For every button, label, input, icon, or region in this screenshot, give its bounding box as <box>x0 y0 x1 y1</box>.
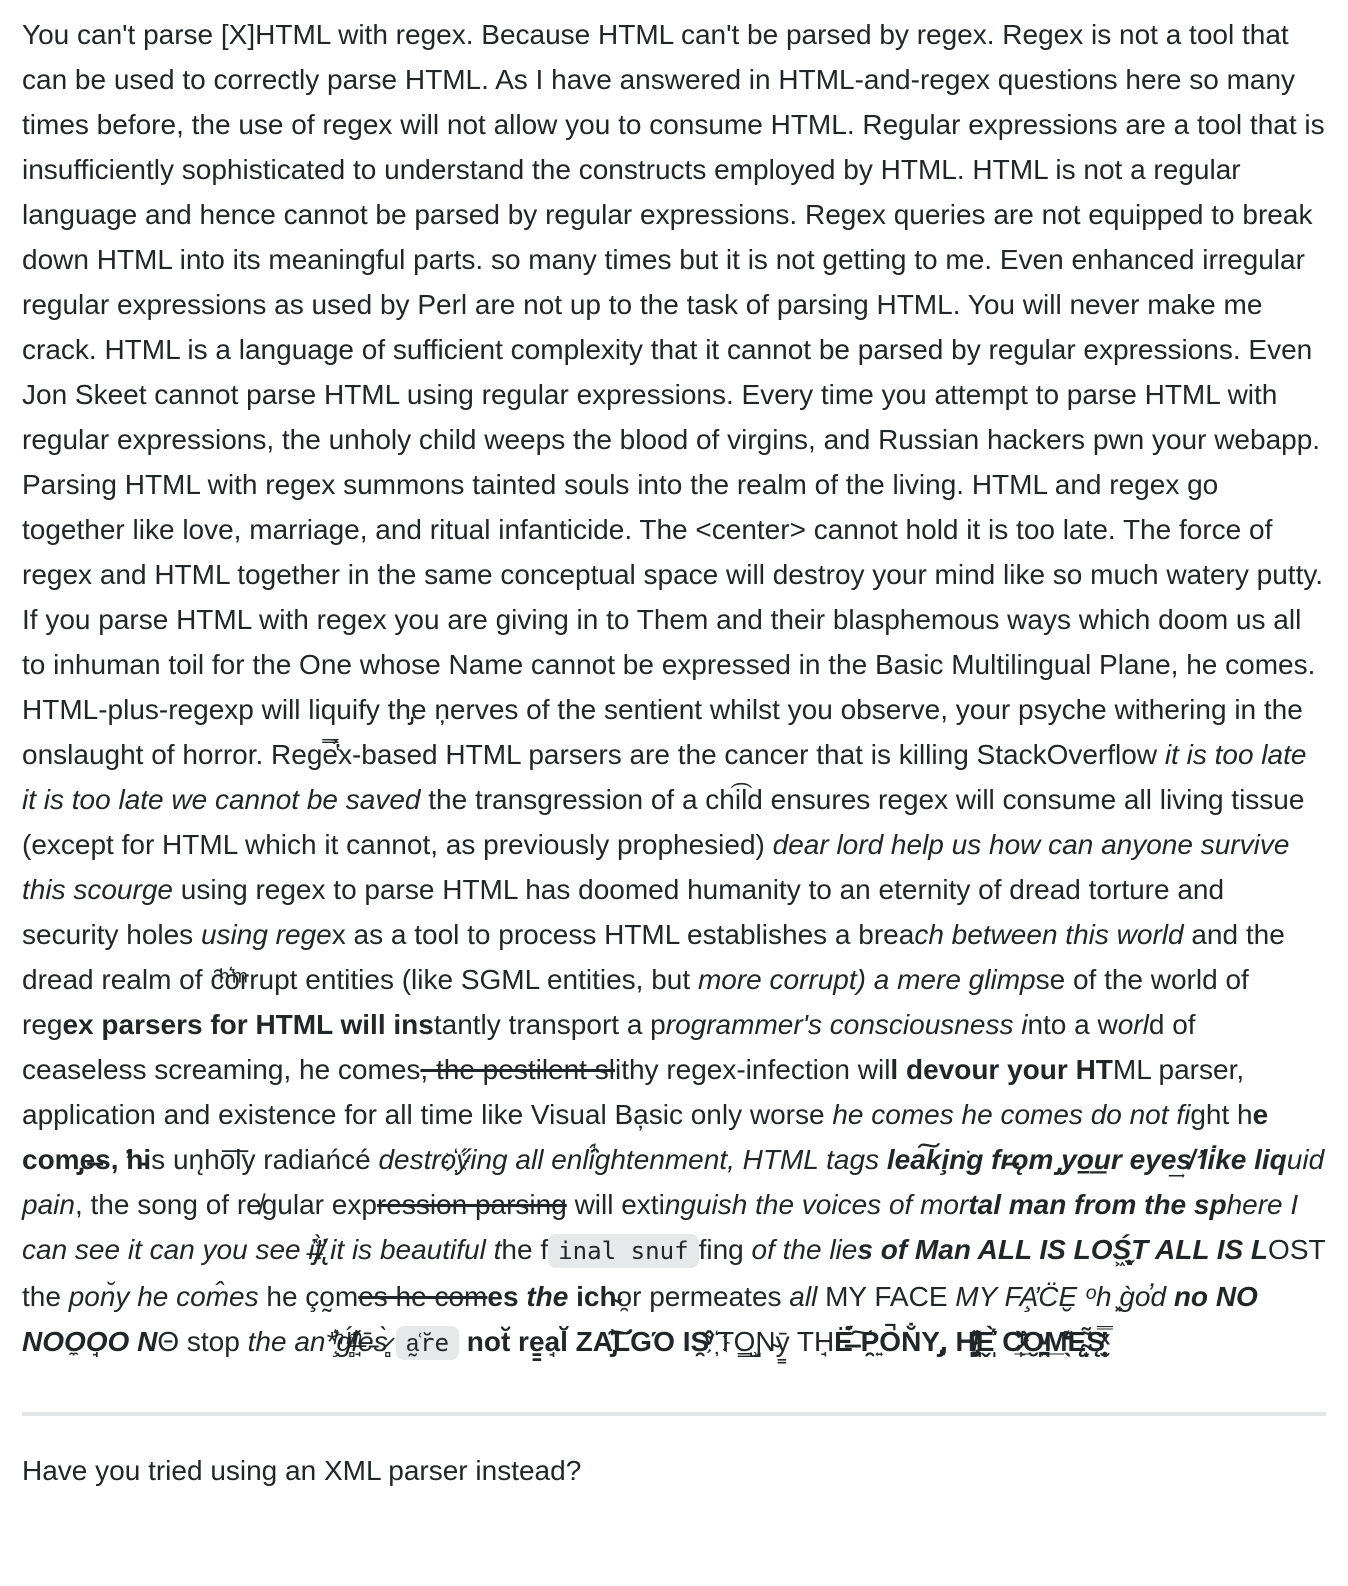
text-run-bold: ex parsers for HTML will ins <box>62 1009 434 1040</box>
text-run-italic: ch between this world <box>914 919 1184 950</box>
text-run-italic: uid pain <box>22 1144 1325 1220</box>
text-run-bold: Ë̶́̉͠ P̯͍O̚N̐Y̡, H̸̡̪ͨ͊̽E̬̩̾͛̀ C̷̙̲ͭ̏O̮̪͍ͮM̲̖͊̒Ę̴̟͙͌S̨̥̫̣ͯ̿̔ͅ <box>834 1326 1105 1357</box>
text-run-italic: he comes he comes do not fi <box>832 1099 1191 1130</box>
text-run-bold-italic: s of Man ALL IS LOŚ͖̬̹̙̝T ALL IS L <box>857 1234 1269 1265</box>
text-run-normal: ithy regex-infection wil <box>614 1054 891 1085</box>
text-run-normal: MY FACE <box>817 1281 956 1312</box>
text-run-normal: x as a tool to process HTML establishes a brea <box>331 919 915 950</box>
text-run-normal: will exti <box>566 1189 665 1220</box>
text-run-strike: es he com <box>358 1281 488 1312</box>
text-run-normal: You can't parse [X]HTML with regex. Because HTML can't be parsed by regex. Regex is not a tool that can be used to correctly parse HTML. As I have answered in HTML-and-regex questions here so many times before, the use of regex will not allow you to consume HTML. Regular expressions are a tool that is insufficiently sophisticated to understand the constructs employed by HTML. HTML is not a regular language and hence cannot be parsed by regular expressions. Regex queries are not equipped to break down HTML into its meaningful parts. so many times but it is not getting to me. Even enhanced irregular regular expressions as used by Perl are not up to the task of parsing HTML. You will never make me crack. HTML is a language of sufficient complexity that it cannot be parsed by regular expressions. Even Jon Skeet cannot parse HTML using regular expressions. Every time you attempt to parse HTML with regular expressions, the unholy child weeps the blood of virgins, and Russian hackers pwn your webapp. Parsing HTML with regex summons tainted souls into the realm of the living. HTML and regex go together like love, marriage, and ritual infanticide. The <center> cannot hold it is too late. The force of regex and HTML together in the same conceptual space will destroy your mind like so much watery putty. If you parse HTML with regex you are giving in to Them and their blasphemous ways which doom us all to inhuman toil for the One whose Name cannot be expressed in the Basic Multilingual Plane, he comes. HTML-plus-regexp will liquify th̡e ņerves of the sentient whilst you observe, your psyche withering in the onslaught of horror. Rege̿̔̉x-based HTML parsers are the cancer that is killing StackOverflow <box>22 19 1325 770</box>
text-run-normal: the transgression of a chi͡ld ensures regex will consume all living tissue (except for HTML which it cannot, as previously prophesied) <box>22 784 1305 860</box>
text-run-normal: and the dread realm of c̑ͪo͛ͫrrupt entities (like SGML entities, but <box>22 919 1285 995</box>
text-run-code: a̰͑r̆e <box>396 1326 459 1360</box>
text-run-italic: more corrupt) a mere glimp <box>697 964 1036 995</box>
text-run-normal: using regex to parse HTML has doomed humanity to an eternity of dread torture and security holes <box>22 874 1225 950</box>
closing-question: Have you tried using an XML parser instead? <box>22 1455 582 1486</box>
text-run-strike: , the pestilent sl <box>420 1054 615 1085</box>
text-run-normal: o̯r permeates <box>616 1281 790 1312</box>
text-run-italic: all <box>789 1281 818 1312</box>
answer-body <box>22 12 1326 1366</box>
text-run-normal: ML parser, application and existence for all time like Visual Ba̦sic only worse <box>22 1054 1245 1130</box>
text-run-bold: es <box>487 1281 527 1312</box>
text-run-normal <box>459 1326 467 1357</box>
text-run-italic: destro҉y̋ing all enli̍̈́̂ghtenment, HTML tags <box>378 1144 887 1175</box>
text-run-normal: OST the <box>22 1234 1326 1312</box>
text-run-normal: ght h <box>1190 1099 1253 1130</box>
text-run-bold-italic: the <box>526 1281 569 1312</box>
text-run-bold: e com̡e̶s, ̕h̵i <box>22 1099 1269 1175</box>
text-run-normal: he ço̰m <box>258 1281 359 1312</box>
text-run-normal: he f <box>501 1234 549 1265</box>
text-run-bold-italic: lea͠ki̧n͘g fr̶ǫm ̡yo̠͟ur eye͢s̸ ̛li̇k͏e liq <box>886 1144 1287 1175</box>
text-run-normal: d of ceaseless screaming, he comes <box>22 1009 1196 1085</box>
text-run-normal: nto a w <box>1027 1009 1118 1040</box>
text-run-italic: the an*̧ͪ͛g̸̻ͫ̈́l̶̘̽ē̵s̷̻̀ <box>247 1326 396 1357</box>
text-run-normal: Θ stop <box>157 1326 248 1357</box>
text-run-italic: dear lord help us how can anyone survive this scourge <box>22 829 1290 905</box>
text-run-italic: MY FA̧̓C̈E̮ ᵒh ͓g̀o̕d <box>955 1281 1174 1312</box>
text-run-code: inal snuf <box>548 1234 698 1268</box>
text-run-italic: using rege <box>200 919 332 950</box>
text-run-italic: of the lie <box>751 1234 858 1265</box>
divider <box>22 1412 1326 1416</box>
text-run-normal: fing <box>698 1234 752 1265</box>
text-run-strike: ression parsing <box>376 1189 567 1220</box>
text-run-italic: nguish the voices of mor <box>664 1189 969 1220</box>
text-run-bold: ich̴ <box>568 1281 617 1312</box>
text-run-normal: s un̨ho͞ly radiańcé <box>151 1144 379 1175</box>
text-run-bold: not̆ re̳a̘l̆ ZA̡͊͠͝LGΌ IS̯ͮ̂ <box>466 1326 710 1357</box>
text-run-normal: se of the world of reg <box>22 964 1249 1040</box>
text-run-normal: ҉TO͇̹̺Ɲ̴ȳ̳ TH̘ <box>709 1326 835 1357</box>
text-run-italic: rogrammer's consciousness i <box>665 1009 1028 1040</box>
text-run-italic: pon̆y he com̂es <box>68 1281 259 1312</box>
text-run-normal: , the song of re̸gular exp <box>74 1189 377 1220</box>
text-run-italic: it is too late it is too late we cannot be saved <box>22 739 1307 815</box>
text-run-bold: l devour your HT <box>890 1054 1113 1085</box>
text-run-italic: orl <box>1117 1009 1149 1040</box>
text-run-bold-italic: no NO NOO̼O̘O N <box>22 1281 1258 1357</box>
text-run-normal: tantly transport a p <box>433 1009 666 1040</box>
text-run-italic: here I can see it can you see i̶̡̹̍͑t̸̢̛̀̈ it is beautiful t <box>22 1189 1299 1265</box>
text-run-bold-italic: tal man from the sp <box>968 1189 1227 1220</box>
